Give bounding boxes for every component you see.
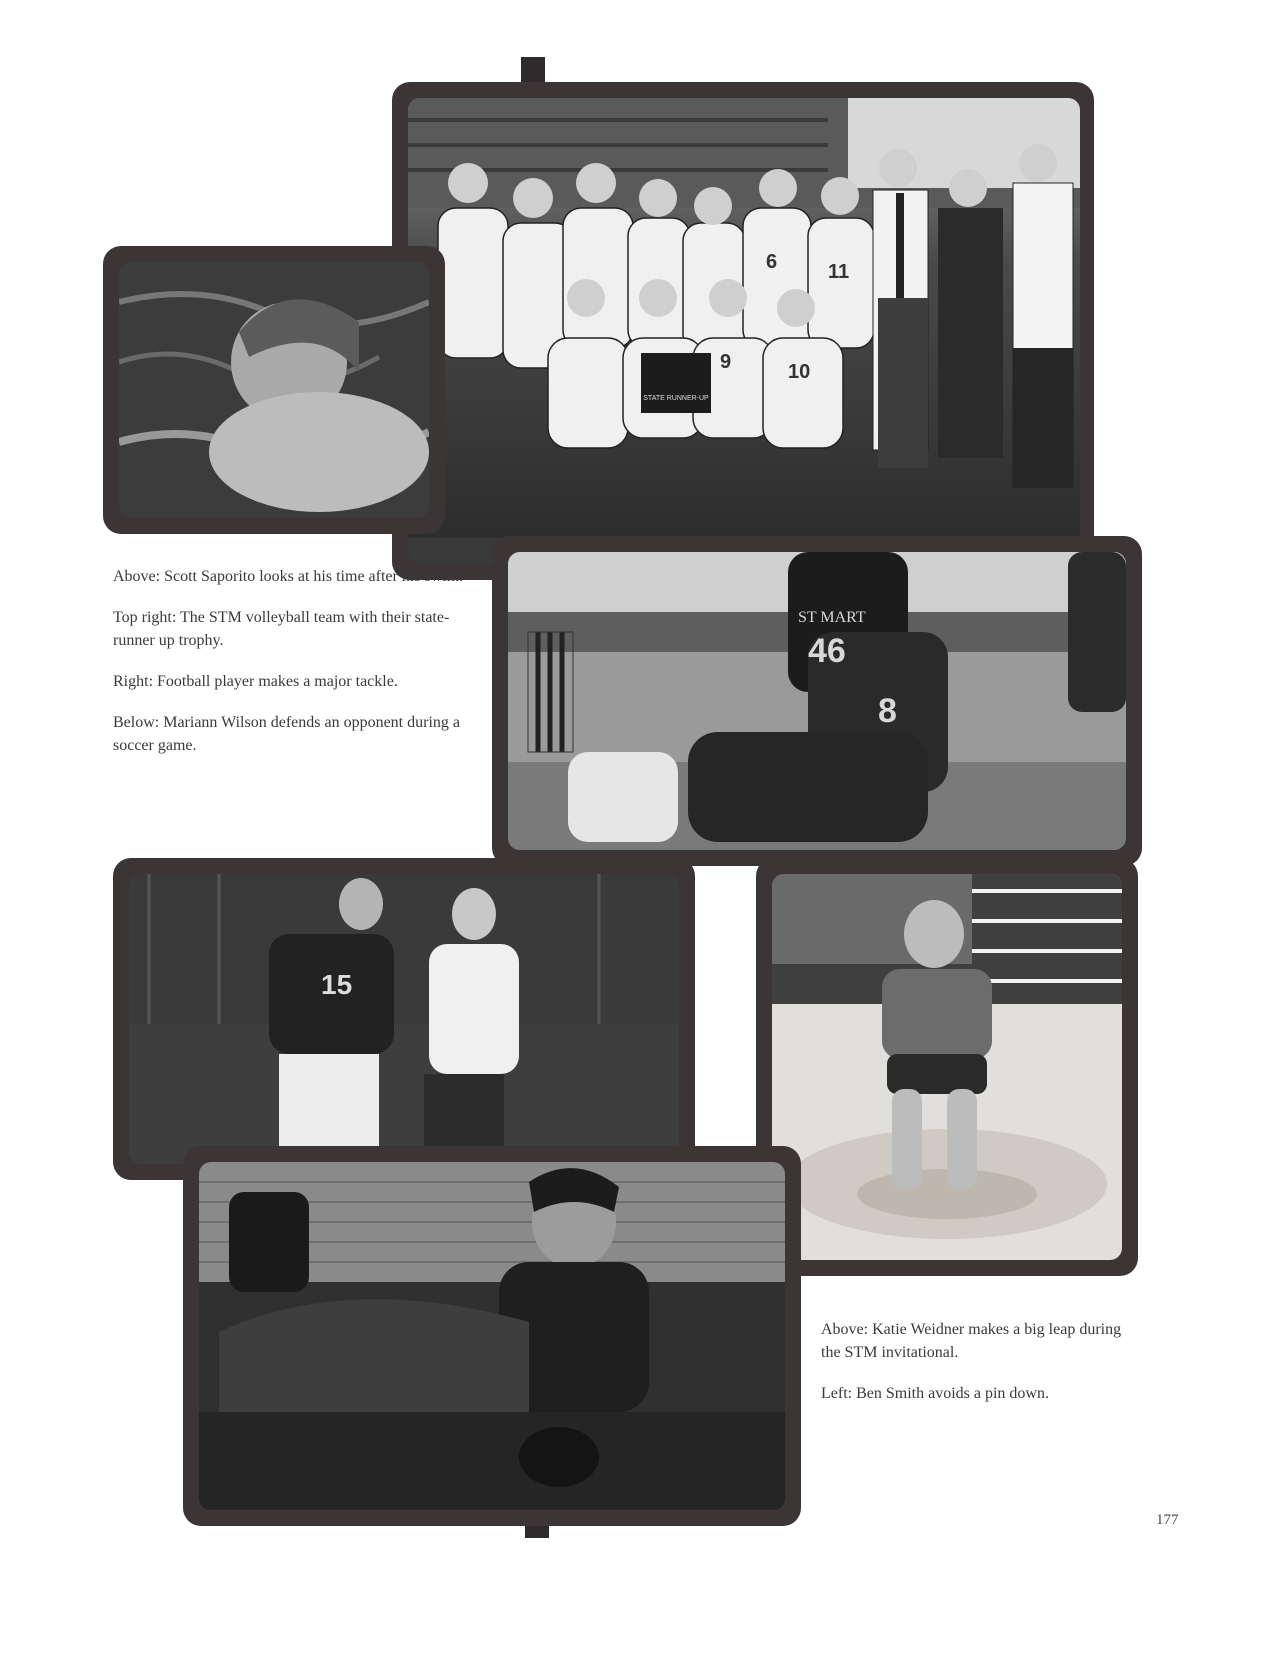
wrestling-photo <box>199 1162 785 1510</box>
football-photo-image <box>508 552 1126 850</box>
caption-wrestling: Left: Ben Smith avoids a pin down. <box>821 1385 1049 1402</box>
wrestling-photo-image <box>199 1162 785 1510</box>
swimmer-photo <box>119 262 429 518</box>
soccer-photo-image <box>129 874 679 1164</box>
football-number-46: 46 <box>808 632 846 670</box>
caption-soccer: Below: Mariann Wilson defends an opponent during a soccer game. <box>113 714 460 754</box>
caption-longjump: Above: Katie Weidner makes a big leap during the STM invitational. <box>821 1321 1122 1361</box>
jersey-number-6: 6 <box>766 251 778 273</box>
football-photo <box>508 552 1126 850</box>
jersey-number-11: 11 <box>828 261 850 283</box>
longjump-photo-image <box>772 874 1122 1260</box>
volleyball-team-photo <box>408 98 1080 564</box>
caption-volleyball: Top right: The STM volleyball team with their state-runner up trophy. <box>113 609 450 649</box>
top-captions <box>113 565 468 775</box>
jersey-number-9: 9 <box>720 351 732 373</box>
soccer-photo <box>129 874 679 1164</box>
jersey-number-10: 10 <box>788 361 811 383</box>
soccer-number-15: 15 <box>321 969 353 1000</box>
volleyball-photo-image <box>408 98 1080 564</box>
longjump-photo <box>772 874 1122 1260</box>
football-number-8: 8 <box>878 692 897 730</box>
swimmer-photo-image <box>119 262 429 518</box>
trophy-plaque-text: STATE RUNNER-UP <box>643 395 709 402</box>
caption-football: Right: Football player makes a major tackle. <box>113 673 398 690</box>
bottom-captions <box>821 1318 1131 1423</box>
page-number: 177 <box>1156 1512 1179 1528</box>
caption-swimmer: Above: Scott Saporito looks at his time after his swim. <box>113 568 464 585</box>
football-jersey-lettering: ST MART <box>798 609 866 626</box>
